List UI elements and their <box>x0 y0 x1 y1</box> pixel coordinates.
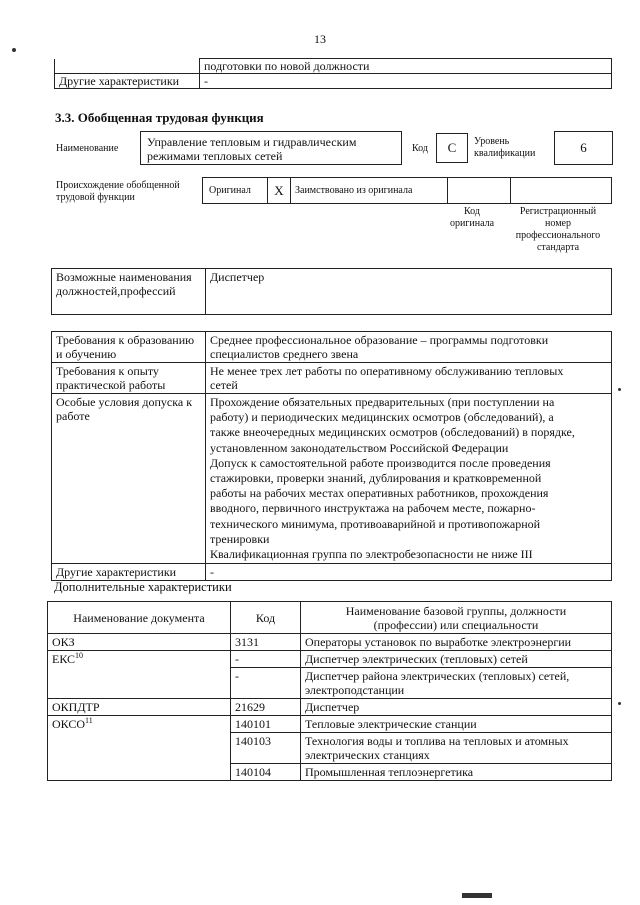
section-title: 3.3. Обобщенная трудовая функция <box>55 110 264 125</box>
req-value <box>206 394 612 564</box>
req-label: Требования к образованию и обучению <box>52 332 206 363</box>
requirements-table <box>51 331 612 581</box>
name-cell: Технология воды и топлива на тепловых и атомных электрических станциях <box>301 733 612 764</box>
top-table-empty-cell <box>55 59 200 74</box>
origin-label: Происхождение обобщенной трудовой функции <box>56 180 180 203</box>
scan-mark <box>618 702 621 705</box>
doc-cell <box>48 668 231 699</box>
code-cell: 3131 <box>231 634 301 651</box>
top-table-label: Другие характеристики <box>55 74 200 89</box>
positions-label: Возможные наименования должностей,профессий <box>52 269 206 315</box>
doc-cell <box>48 699 231 716</box>
footnote-ref: 10 <box>75 651 84 660</box>
doc-name: ОКПДТР <box>52 700 100 714</box>
doc-cell <box>48 716 231 733</box>
req-value <box>206 363 612 394</box>
name-cell: Диспетчер <box>301 699 612 716</box>
name-label: Наименование <box>56 143 119 154</box>
doc-cell <box>48 651 231 668</box>
req-line: работы на рабочих местах оперативных работников, прохождения <box>210 486 549 501</box>
code-cell: 140101 <box>231 716 301 733</box>
req-line: вводного, первичного инструктажа на рабочем месте, пожарно- <box>210 501 536 516</box>
scan-mark <box>12 48 16 52</box>
top-table-value: подготовки по новой должности <box>200 59 612 74</box>
positions-value: Диспетчер <box>206 269 612 315</box>
scan-mark <box>462 893 492 898</box>
req-line: Квалификационная группа по электробезопасности не ниже III <box>210 547 533 562</box>
col-header-code: Код <box>231 602 301 634</box>
req-line: установленном законодательством Российской Федерации <box>210 440 509 455</box>
table-row <box>48 733 612 764</box>
table-row <box>48 716 612 733</box>
req-line: сетей <box>210 378 238 392</box>
code-cell: - <box>231 651 301 668</box>
original-mark: X <box>268 178 291 204</box>
original-label: Оригинал <box>203 178 268 204</box>
level-box <box>554 131 613 165</box>
table-row <box>48 634 612 651</box>
additional-title: Дополнительные характеристики <box>54 580 232 594</box>
page-number: 13 <box>314 32 326 46</box>
top-table-value-2: - <box>200 74 612 89</box>
col-header-name: Наименование базовой группы, должности (профессии) или специальности <box>301 602 612 634</box>
code-value: C <box>447 140 457 155</box>
req-line: стажировки, проверки знаний, дублирования и кратковременной <box>210 471 542 486</box>
req-line: технического минимума, противоаварийной и противопожарной <box>210 516 541 531</box>
name-cell: Операторы установок по выработке электроэнергии <box>301 634 612 651</box>
req-value <box>206 332 612 363</box>
req-label: Требования к опыту практической работы <box>52 363 206 394</box>
code-cell: 140104 <box>231 764 301 781</box>
top-table <box>54 58 612 89</box>
scan-mark <box>618 388 621 391</box>
doc-cell <box>48 634 231 651</box>
original-code-cell <box>448 178 511 204</box>
name-cell: Промышленная теплоэнергетика <box>301 764 612 781</box>
doc-name: ОКСО <box>52 717 86 731</box>
doc-name: ОКЗ <box>52 635 75 649</box>
req-line: Среднее профессиональное образование – программы подготовки <box>210 333 549 347</box>
reg-number-cell <box>511 178 612 204</box>
doc-name: ЕКС <box>52 652 76 666</box>
req-label: Особые условия допуска к работе <box>52 394 206 564</box>
reg-caption: Регистрационный номер профессионального стандарта <box>515 206 601 253</box>
table-row <box>48 668 612 699</box>
code-caption: Код оригинала <box>449 206 495 229</box>
positions-table <box>51 268 612 315</box>
footnote-ref: 11 <box>85 716 93 725</box>
req-line: Не менее трех лет работы по оперативному обслуживанию тепловых <box>210 364 564 378</box>
name-cell: Диспетчер района электрических (тепловых) сетей, электроподстанции <box>301 668 612 699</box>
name-cell: Диспетчер электрических (тепловых) сетей <box>301 651 612 668</box>
code-cell: - <box>231 668 301 699</box>
table-row <box>48 764 612 781</box>
doc-cell <box>48 733 231 764</box>
doc-cell <box>48 764 231 781</box>
code-cell: 21629 <box>231 699 301 716</box>
level-label: Уровень квалификации <box>474 136 536 159</box>
req-line: - <box>210 565 214 580</box>
name-box <box>140 131 402 165</box>
name-value: Управление тепловым и гидравлическим режимами тепловых сетей <box>147 135 357 163</box>
req-label: Другие характеристики <box>52 564 206 581</box>
additional-table <box>47 601 612 781</box>
code-label: Код <box>412 143 428 154</box>
req-line: работу) и периодических медицинских осмотров (обследований), а <box>210 410 554 425</box>
req-line: специалистов среднего звена <box>210 347 359 361</box>
level-value: 6 <box>580 140 587 155</box>
code-cell: 140103 <box>231 733 301 764</box>
table-row <box>48 651 612 668</box>
table-row <box>48 699 612 716</box>
req-line: Допуск к самостоятельной работе производится после проведения <box>210 455 551 470</box>
req-line: тренировки <box>210 531 270 546</box>
req-line: также внеочередных медицинских осмотров (обследований) в порядке, <box>210 425 575 440</box>
name-cell: Тепловые электрические станции <box>301 716 612 733</box>
req-value <box>206 564 612 581</box>
borrowed-label: Заимствовано из оригинала <box>291 178 448 204</box>
code-box <box>436 133 468 163</box>
req-line: Прохождение обязательных предварительных (при поступлении на <box>210 395 555 409</box>
origin-table <box>202 177 612 204</box>
col-header-doc: Наименование документа <box>48 602 231 634</box>
